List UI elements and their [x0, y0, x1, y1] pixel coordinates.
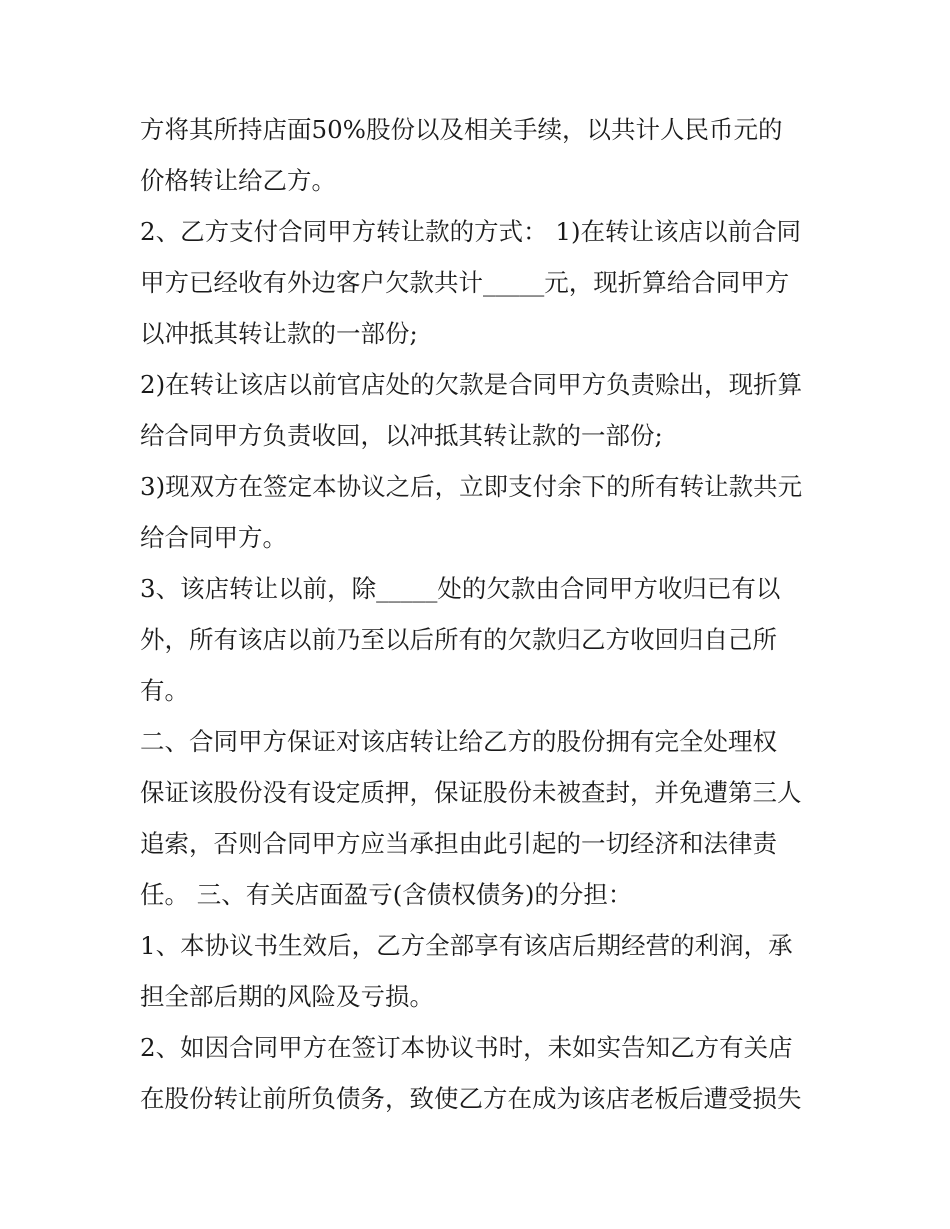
text-line: 1、本协议书生效后，乙方全部享有该店后期经营的利润，承	[140, 931, 793, 960]
text-line: 给合同甲方。	[140, 523, 287, 552]
text-line: 保证该股份没有设定质押，保证股份未被查封，并免遭第三人	[140, 778, 802, 807]
text-line: 追索，否则合同甲方应当承担由此引起的一切经济和法律责	[140, 829, 777, 858]
text-line: 价格转让给乙方。	[140, 166, 336, 195]
text-line: 3、该店转让以前，除_____处的欠款由合同甲方收归已有以	[140, 574, 781, 603]
text-line: 2、乙方支付合同甲方转让款的方式： 1)在转让该店以前合同	[140, 217, 802, 246]
text-line: 任。 三、有关店面盈亏(含债权债务)的分担：	[140, 880, 633, 909]
text-line: 二、合同甲方保证对该店转让给乙方的股份拥有完全处理权	[140, 727, 777, 756]
text-line: 以冲抵其转让款的一部份;	[140, 319, 418, 348]
text-line: 外，所有该店以前乃至以后所有的欠款归乙方收回归自己所	[140, 625, 777, 654]
text-line: 2)在转让该店以前官店处的欠款是合同甲方负责赊出，现折算	[140, 370, 803, 399]
text-line: 2、如因合同甲方在签订本协议书时，未如实告知乙方有关店	[140, 1033, 793, 1062]
text-line: 给合同甲方负责收回，以冲抵其转让款的一部份;	[140, 421, 663, 450]
text-line: 方将其所持店面50%股份以及相关手续，以共计人民币元的	[140, 115, 783, 144]
text-line: 担全部后期的风险及亏损。	[140, 982, 434, 1011]
text-line: 甲方已经收有外边客户欠款共计_____元，现折算给合同甲方	[140, 268, 790, 297]
document-body	[140, 108, 820, 1128]
text-line: 在股份转让前所负债务，致使乙方在成为该店老板后遭受损失	[140, 1084, 802, 1113]
text-line: 有。	[140, 676, 189, 705]
text-line: 3)现双方在签定本协议之后，立即支付余下的所有转让款共元	[140, 472, 803, 501]
